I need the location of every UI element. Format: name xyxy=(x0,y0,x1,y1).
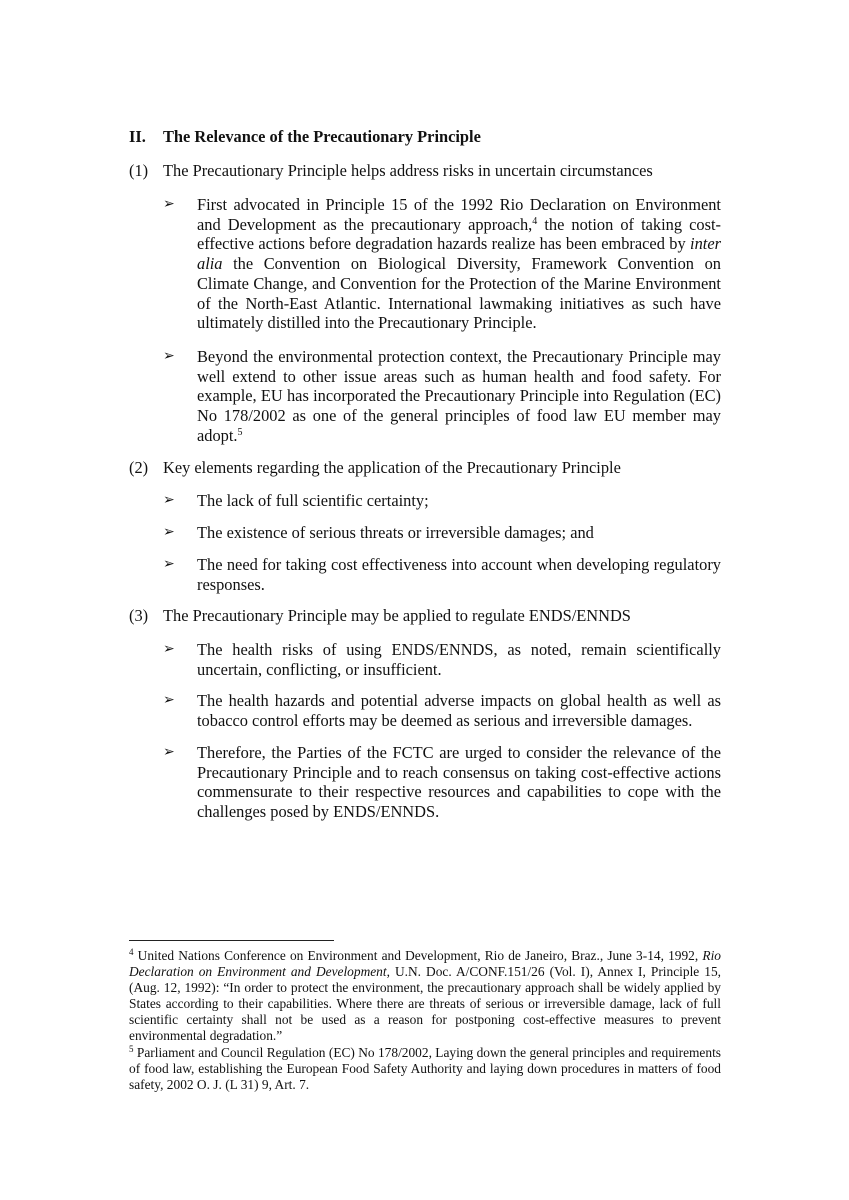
subsection-3-title xyxy=(129,606,729,626)
bullet-text: The lack of full scientific certainty; xyxy=(197,491,429,510)
bullet-text: The health hazards and potential adverse impacts on global health as well as tobacco control efforts may be deemed as serious and irreversible damages. xyxy=(197,691,721,730)
footnote-marker: 4 xyxy=(129,947,134,957)
subsection-title: The Precautionary Principle may be applied to regulate ENDS/ENNDS xyxy=(163,606,631,625)
subsection-number: (1) xyxy=(129,161,149,180)
arrow-bullet-icon: ➢ xyxy=(163,556,175,572)
bullet-item xyxy=(163,555,721,594)
bullet-text: The health risks of using ENDS/ENNDS, as noted, remain scientifically uncertain, conflicting, or insufficient. xyxy=(197,640,721,679)
arrow-bullet-icon: ➢ xyxy=(163,348,175,364)
bullet-text: First advocated in Principle 15 of the 1992 Rio Declaration on Environment and Development as the precautionary approach,$^4$ the notion of taking cost-effective actions before degradation hazards realize has been embraced by inter alia the Convention on Biological Diversity, Framework Convention on Climate Change, and Convention for the Protection of the Marine Environment of the North-East Atlantic. International lawmaking initiatives as such have ultimately distilled into the Precautionary Principle. xyxy=(197,195,721,333)
subsection-title: Key elements regarding the application of the Precautionary Principle xyxy=(163,458,621,477)
heading-number: II. xyxy=(129,127,146,146)
bullet-item xyxy=(163,347,721,446)
arrow-bullet-icon: ➢ xyxy=(163,524,175,540)
bullet-item xyxy=(163,195,721,333)
subsection-2-title xyxy=(129,458,729,478)
arrow-bullet-icon: ➢ xyxy=(163,196,175,212)
bullet-item xyxy=(163,523,721,543)
heading-title: The Relevance of the Precautionary Principle xyxy=(163,127,481,146)
footnote-4: $^4$ United Nations Conference on Environment and Development, Rio de Janeiro, Braz., June 3-14, 1992, Rio Declaration on Environment and Development, U.N. Doc. A/CONF.151/26 (Vol. I), Annex I, Principle 15, (Aug. 12, 1992): “In order to protect the environment, the precautionary approach shall be widely applied by States according to their capabilities. Where there are threats of serious or irreversible damage, lack of full scientific certainty shall not be used as a reason for postponing cost-effective measures to prevent environmental degradation.” xyxy=(129,947,721,1043)
arrow-bullet-icon: ➢ xyxy=(163,744,175,760)
bullet-text: The need for taking cost effectiveness into account when developing regulatory responses. xyxy=(197,555,721,594)
bullet-item xyxy=(163,743,721,822)
footnote-ref: 5 xyxy=(237,426,243,438)
subsection-title: The Precautionary Principle helps address risks in uncertain circumstances xyxy=(163,161,653,180)
subsection-number: (3) xyxy=(129,606,149,625)
arrow-bullet-icon: ➢ xyxy=(163,641,175,657)
bullet-text: The existence of serious threats or irreversible damages; and xyxy=(197,523,594,542)
bullet-text: Beyond the environmental protection context, the Precautionary Principle may well extend to other issue areas such as human health and food safety. For example, EU has incorporated the Precautionary Principle into Regulation (EC) No 178/2002 as one of the general principles of food law EU member may adopt.$^5$ xyxy=(197,347,721,445)
bullet-item xyxy=(163,491,721,511)
footnote-separator xyxy=(129,940,334,941)
bullet-item xyxy=(163,691,721,730)
bullet-text: Therefore, the Parties of the FCTC are urged to consider the relevance of the Precautionary Principle and to reach consensus on taking cost-effective actions commensurate to their respective resources and capabilities to cope with the challenges posed by ENDS/ENNDS. xyxy=(197,743,721,822)
subsection-number: (2) xyxy=(129,458,149,477)
bullet-item xyxy=(163,640,721,679)
arrow-bullet-icon: ➢ xyxy=(163,692,175,708)
arrow-bullet-icon: ➢ xyxy=(163,492,175,508)
section-heading xyxy=(129,127,481,147)
footnote-marker: 5 xyxy=(129,1044,134,1054)
subsection-1-title xyxy=(129,161,729,181)
footnote-5: $^5$ Parliament and Council Regulation (EC) No 178/2002, Laying down the general principles and requirements of food law, establishing the European Food Safety Authority and laying down procedures in matters of food safety, 2002 O. J. (L 31) 9, Art. 7. xyxy=(129,1044,721,1092)
footnote-ref: 4 xyxy=(532,215,538,227)
